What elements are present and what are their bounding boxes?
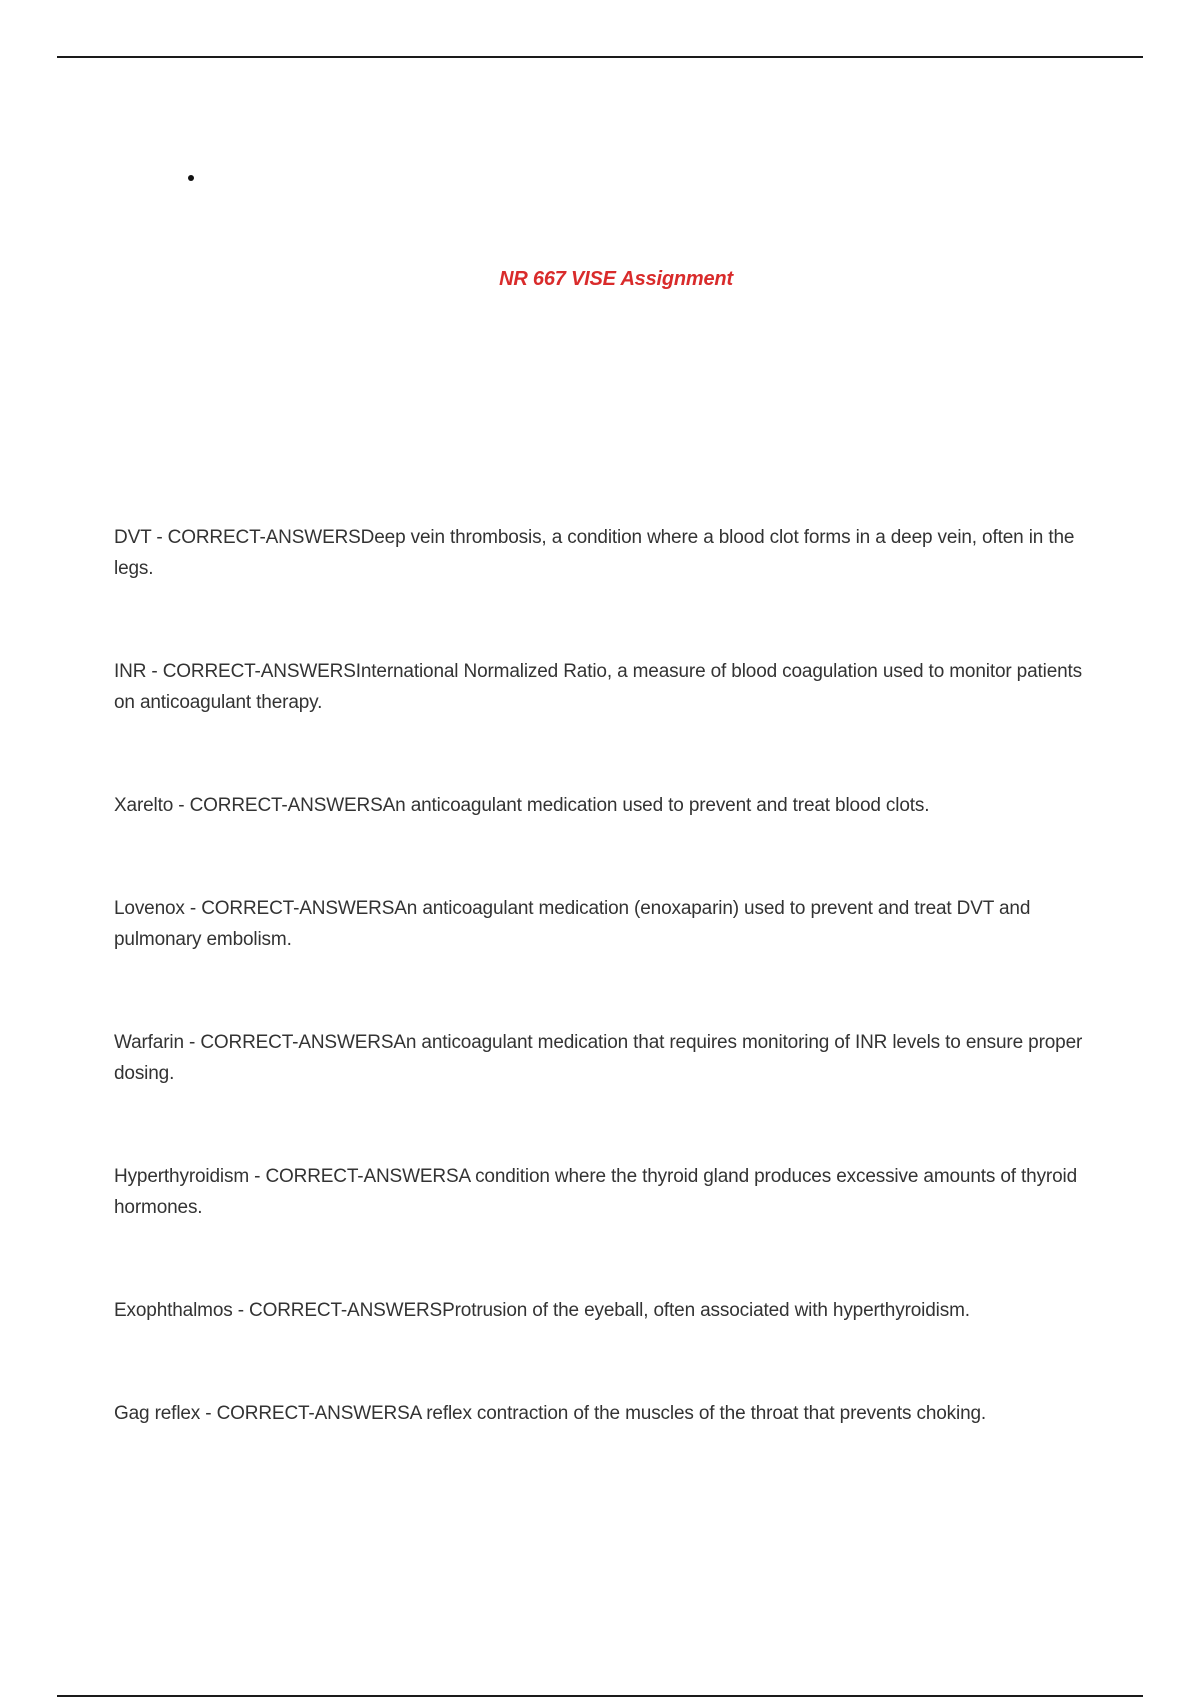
- document-title: NR 667 VISE Assignment: [499, 268, 733, 290]
- entry-list: [114, 522, 1104, 1429]
- entry-exophthalmos: Exophthalmos - CORRECT-ANSWERSProtrusion of the eyeball, often associated with hyperthyroidism.: [114, 1300, 970, 1321]
- entry-dvt: DVT - CORRECT-ANSWERSDeep vein thrombosis, a condition where a blood clot forms in a deep vein, often in the legs.: [114, 527, 1075, 579]
- top-rule: [57, 56, 1143, 58]
- entry-xarelto: Xarelto - CORRECT-ANSWERSAn anticoagulant medication used to prevent and treat blood clots.: [114, 795, 930, 816]
- bottom-rule: [57, 1695, 1143, 1697]
- entry-warfarin: Warfarin - CORRECT-ANSWERSAn anticoagulant medication that requires monitoring of INR levels to ensure proper dosing.: [114, 1032, 1083, 1084]
- entry-lovenox: Lovenox - CORRECT-ANSWERSAn anticoagulant medication (enoxaparin) used to prevent and treat DVT and pulmonary embolism.: [114, 898, 1031, 950]
- entry-gag-reflex: Gag reflex - CORRECT-ANSWERSA reflex contraction of the muscles of the throat that prevents choking.: [114, 1403, 987, 1424]
- bullet-icon: [188, 175, 194, 181]
- entry-inr: INR - CORRECT-ANSWERSInternational Normalized Ratio, a measure of blood coagulation used to monitor patients on anticoagulant therapy.: [114, 661, 1083, 713]
- entry-hyperthyroidism: Hyperthyroidism - CORRECT-ANSWERSA condition where the thyroid gland produces excessive amounts of thyroid hormones.: [114, 1166, 1078, 1218]
